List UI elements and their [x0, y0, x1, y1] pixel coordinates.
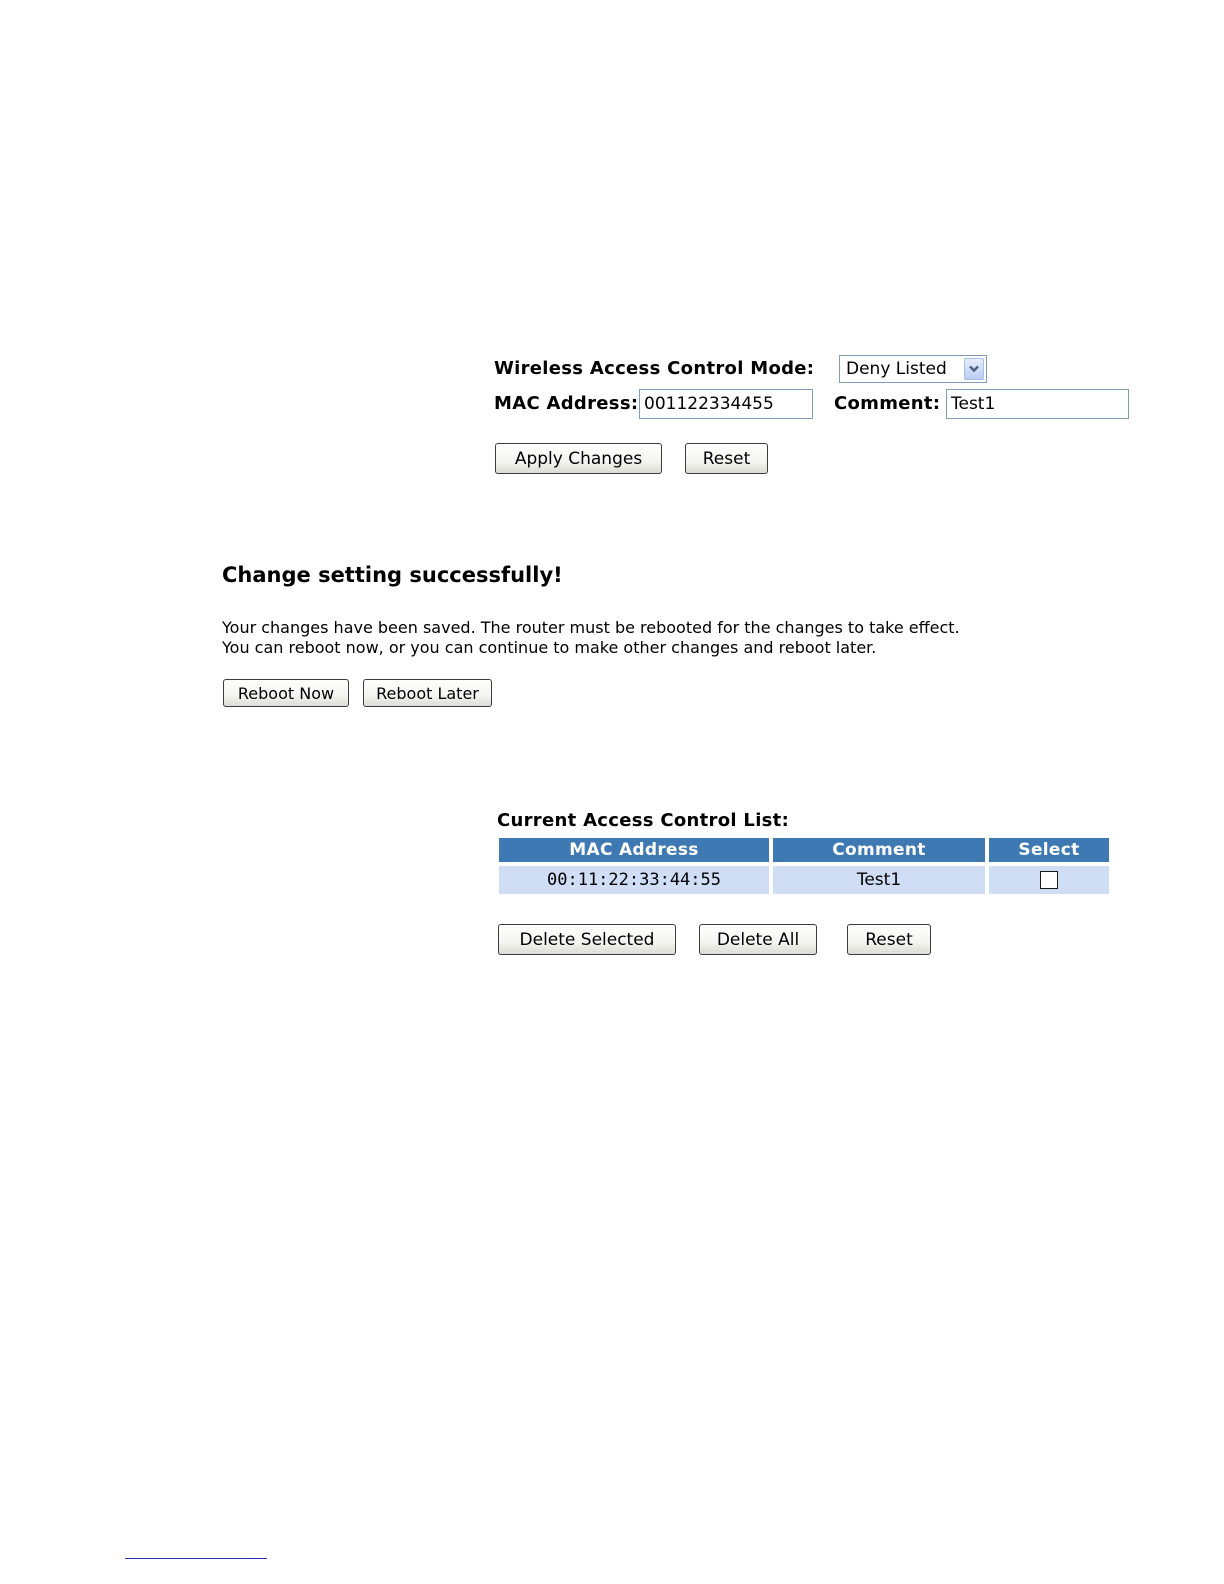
acl-table	[497, 836, 1111, 896]
reboot-later-button[interactable]: Reboot Later	[363, 679, 492, 707]
column-header-mac: MAC Address	[499, 838, 769, 862]
mode-select-value: Deny Listed	[846, 359, 947, 379]
reset-list-button[interactable]: Reset	[847, 924, 931, 955]
comment-input[interactable]: Test1	[946, 389, 1129, 419]
comment-label: Comment:	[834, 393, 941, 414]
column-header-comment: Comment	[773, 838, 985, 862]
row-select-cell	[989, 866, 1109, 894]
success-title: Change setting successfully!	[222, 563, 563, 587]
reset-form-button[interactable]: Reset	[685, 443, 768, 474]
mode-select[interactable]	[839, 355, 987, 383]
mac-address-label: MAC Address:	[494, 393, 639, 414]
row-comment-cell: Test1	[773, 866, 985, 894]
success-message-line1: Your changes have been saved. The router must be rebooted for the changes to take effect.	[222, 618, 960, 637]
table-row	[497, 864, 1111, 896]
delete-selected-button[interactable]: Delete Selected	[498, 924, 676, 955]
mac-address-input[interactable]: 001122334455	[639, 389, 813, 419]
acl-title: Current Access Control List:	[497, 810, 790, 831]
chevron-down-icon[interactable]	[964, 358, 984, 380]
row-mac-cell: 00:11:22:33:44:55	[499, 866, 769, 894]
mode-label: Wireless Access Control Mode:	[494, 358, 815, 379]
column-header-select: Select	[989, 838, 1109, 862]
reboot-now-button[interactable]: Reboot Now	[223, 679, 349, 707]
success-message-line2: You can reboot now, or you can continue to make other changes and reboot later.	[222, 638, 877, 657]
delete-all-button[interactable]: Delete All	[699, 924, 817, 955]
footnote-separator	[125, 1558, 267, 1559]
apply-changes-button[interactable]: Apply Changes	[495, 443, 662, 474]
row-select-checkbox[interactable]	[1040, 871, 1058, 889]
